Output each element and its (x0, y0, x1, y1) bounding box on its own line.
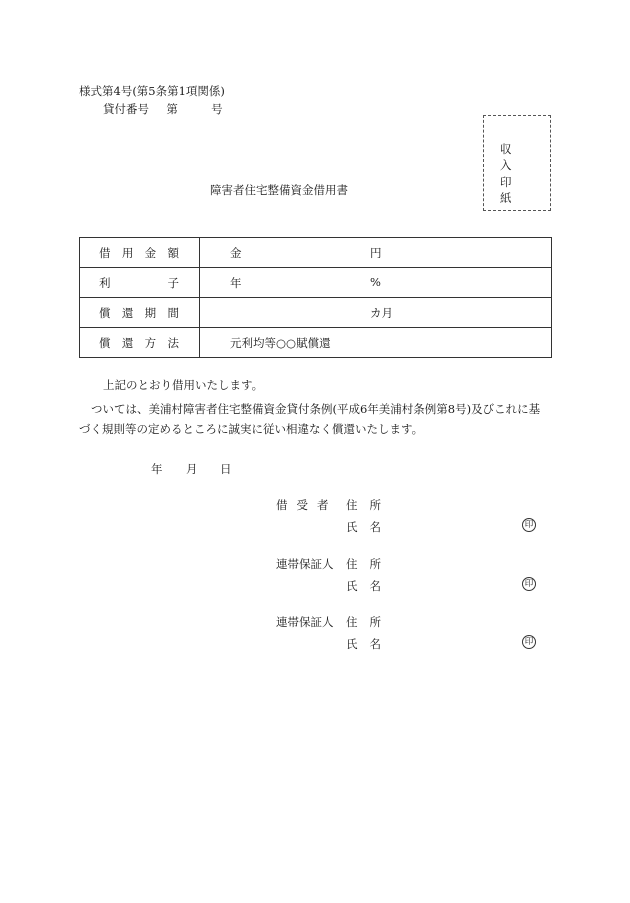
row-value-cell (200, 268, 552, 298)
date-day: 日 (220, 462, 232, 476)
table-row (80, 238, 552, 268)
signature-address-label: 住所 (346, 498, 393, 512)
stamp-label-2: 印紙 (500, 175, 526, 205)
date-month: 月 (186, 462, 198, 476)
row-label-cell (80, 328, 200, 358)
signature-address-label: 住所 (346, 557, 393, 571)
row-label: 借 用 金 額 (99, 245, 179, 260)
signature-role-guarantor: 連帯保証人 (276, 557, 334, 571)
row-label-cell (80, 268, 200, 298)
body-paragraph-1: 上記のとおり借用いたします。 (103, 378, 264, 392)
row-label-cell (80, 298, 200, 328)
value-b: カ月 (370, 306, 393, 320)
form-number: 様式第4号(第5条第1項関係) (79, 84, 225, 98)
row-label-cell (80, 238, 200, 268)
seal-mark: 印 (522, 635, 536, 649)
document-title: 障害者住宅整備資金借用書 (210, 183, 348, 197)
seal-mark: 印 (522, 518, 536, 532)
signature-role-guarantor: 連帯保証人 (276, 615, 334, 629)
row-value-cell (200, 238, 552, 268)
stamp-label-1: 収入 (500, 142, 526, 172)
signature-name-label: 氏名 (346, 520, 393, 534)
value-a: 元利均等○○賦償還 (230, 336, 331, 350)
table-row (80, 298, 552, 328)
row-label: 償 還 方 法 (99, 335, 179, 350)
value-b: 円 (370, 246, 382, 260)
row-label: 利 子 (99, 275, 179, 290)
table-row (80, 328, 552, 358)
signature-role-borrower: 借受者 (276, 498, 338, 512)
loan-number (103, 101, 223, 117)
signature-name-label: 氏名 (346, 637, 393, 651)
value-a: 年 (230, 276, 242, 290)
signature-address-label: 住所 (346, 615, 393, 629)
row-value-cell (200, 328, 552, 358)
row-value-cell (200, 298, 552, 328)
signature-name-label: 氏名 (346, 579, 393, 593)
seal-mark: 印 (522, 577, 536, 591)
body-paragraph-2-line-2: づく規則等の定めるところに誠実に従い相違なく償還いたします。 (79, 422, 424, 436)
loan-terms-table (79, 237, 552, 358)
row-label: 償 還 期 間 (99, 305, 179, 320)
value-b: % (370, 275, 381, 289)
date-year: 年 (151, 462, 163, 476)
loan-number-dai: 第 (166, 102, 178, 116)
body-paragraph-2-line-1: ついては、美浦村障害者住宅整備資金貸付条例(平成6年美浦村条例第8号)及びこれに基 (91, 402, 541, 416)
value-a: 金 (230, 246, 242, 260)
revenue-stamp-box (483, 115, 551, 211)
loan-number-label: 貸付番号 (103, 102, 149, 116)
loan-number-go: 号 (211, 102, 223, 116)
table-row (80, 268, 552, 298)
